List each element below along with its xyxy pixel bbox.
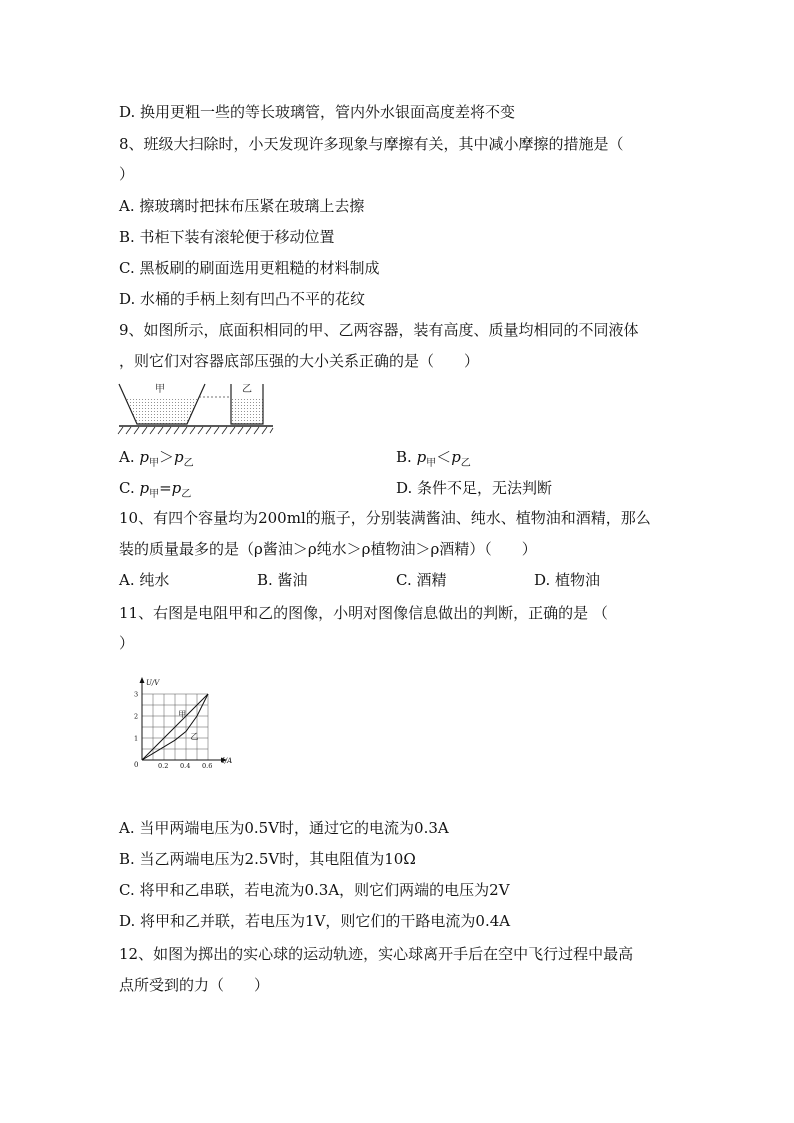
q11-option-a: A. 当甲两端电压为0.5V时，通过它的电流为0.3A — [119, 819, 449, 837]
q9-option-b: B. $p_甲<p_乙$ — [396, 448, 471, 469]
q7-option-d: D. 换用更粗一些的等长玻璃管，管内外水银面高度差将不变 — [119, 103, 516, 121]
x-tick-label: 0.2 — [158, 762, 169, 770]
q12-stem-line1: 12、如图为掷出的实心球的运动轨迹，实心球离开手后在空中飞行过程中最高 — [119, 945, 634, 963]
q9-option-c: C. $p_甲=p_乙$ — [119, 479, 192, 500]
q9-option-d: D. 条件不足，无法判断 — [396, 479, 553, 497]
container-jia-label: 甲 — [155, 384, 165, 395]
q11-option-b: B. 当乙两端电压为2.5V时，其电阻值为10Ω — [119, 850, 416, 868]
q11-iu-chart — [128, 672, 243, 770]
container-jia-liquid — [125, 397, 199, 424]
q8-stem-line2: ） — [119, 165, 135, 183]
q11-option-d: D. 将甲和乙并联，若电压为1V，则它们的干路电流为0.4A — [119, 912, 511, 930]
q8-option-a: A. 擦玻璃时把抹布压紧在玻璃上去擦 — [119, 197, 365, 215]
x-tick-label: 0.6 — [202, 762, 213, 770]
q8-option-c: C. 黑板刷的刷面选用更粗糙的材料制成 — [119, 259, 380, 277]
q12-stem-line2: 点所受到的力（ ） — [119, 976, 270, 994]
series-label-jia: 甲 — [178, 710, 187, 720]
origin-label: 0 — [134, 761, 139, 769]
x-tick-label: 0.4 — [180, 762, 191, 770]
ground-hatching — [118, 427, 273, 434]
series-label-yi: 乙 — [190, 732, 199, 742]
q10-stem-line1: 10、有四个容量均为200ml的瓶子，分别装满酱油、纯水、植物油和酒精，那么 — [119, 509, 651, 527]
q10-option-c: C. 酒精 — [396, 571, 447, 589]
y-tick-label: 2 — [134, 712, 139, 721]
y-axis-arrow — [140, 677, 145, 683]
q8-option-d: D. 水桶的手柄上刻有凹凸不平的花纹 — [119, 290, 366, 308]
q8-option-b: B. 书柜下装有滚轮便于移动位置 — [119, 228, 335, 246]
q11-option-c: C. 将甲和乙串联，若电流为0.3A，则它们两端的电压为2V — [119, 881, 510, 899]
y-tick-label: 3 — [134, 690, 139, 699]
q9-stem-line1: 9、如图所示，底面积相同的甲、乙两容器，装有高度、质量均相同的不同液体 — [119, 321, 639, 339]
container-yi-liquid — [231, 397, 263, 424]
q11-stem-line1: 11、右图是电阻甲和乙的图像，小明对图像信息做出的判断，正确的是 （ — [119, 604, 608, 622]
q8-stem-line1: 8、班级大扫除时，小天发现许多现象与摩擦有关，其中减小摩擦的措施是（ — [119, 135, 624, 153]
q9-option-a: A. $p_甲>p_乙$ — [119, 448, 194, 469]
y-axis-label: U/V — [146, 679, 160, 687]
q11-stem-line2: ） — [119, 634, 135, 652]
q10-stem-line2: 装的质量最多的是（ρ酱油＞ρ纯水＞ρ植物油＞ρ酒精）（ ） — [119, 540, 537, 558]
container-yi-label: 乙 — [242, 384, 252, 395]
x-axis-label: I/A — [222, 757, 233, 765]
q9-container-figure — [117, 380, 277, 438]
q10-option-a: A. 纯水 — [119, 571, 170, 589]
q10-option-d: D. 植物油 — [534, 571, 601, 589]
y-tick-label: 1 — [134, 734, 139, 743]
q9-stem-line2: ，则它们对容器底部压强的大小关系正确的是（ ） — [119, 352, 480, 370]
q10-option-b: B. 酱油 — [257, 571, 308, 589]
